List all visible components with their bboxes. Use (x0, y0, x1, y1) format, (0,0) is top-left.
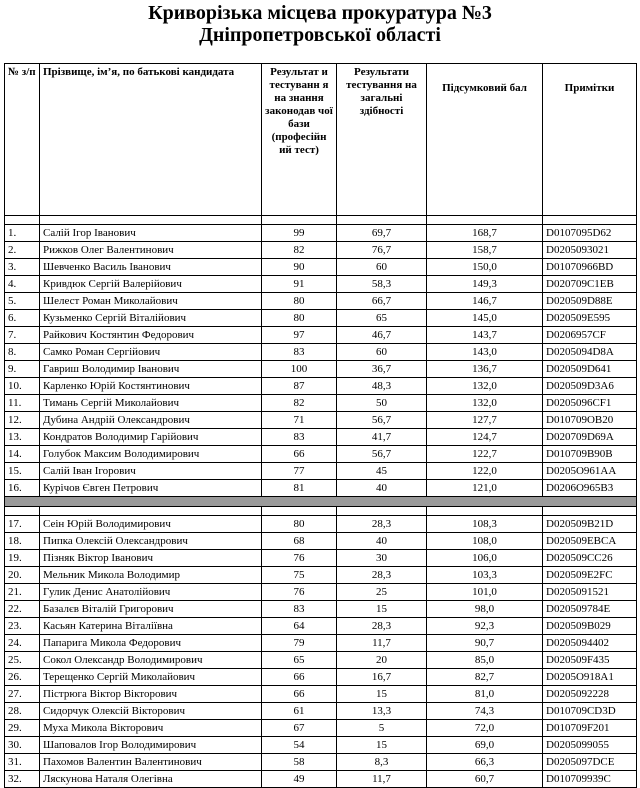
candidate-name: Карленко Юрій Костянтинович (40, 378, 262, 395)
note-code: D010709B90B (543, 446, 637, 463)
law-test-score: 79 (262, 635, 337, 652)
table-row (5, 327, 637, 344)
table-row (5, 601, 637, 618)
candidate-name: Ляскунова Наталя Олегівна (40, 771, 262, 788)
law-test-score: 83 (262, 601, 337, 618)
general-test-score: 8,3 (337, 754, 427, 771)
results-table (4, 63, 637, 788)
law-test-score: 58 (262, 754, 337, 771)
law-test-score: 54 (262, 737, 337, 754)
general-test-score: 36,7 (337, 361, 427, 378)
general-test-score: 76,7 (337, 242, 427, 259)
note-code: D020509E595 (543, 310, 637, 327)
total-score: 92,3 (427, 618, 543, 635)
general-test-score: 28,3 (337, 516, 427, 533)
law-test-score: 64 (262, 618, 337, 635)
note-code: D0205093021 (543, 242, 637, 259)
row-number: 17. (5, 516, 40, 533)
row-number: 31. (5, 754, 40, 771)
general-test-score: 45 (337, 463, 427, 480)
law-test-score: 80 (262, 310, 337, 327)
note-code: D020709C1EB (543, 276, 637, 293)
note-code: D0205094402 (543, 635, 637, 652)
candidate-name: Сеін Юрій Володимирович (40, 516, 262, 533)
candidate-name: Муха Микола Вікторович (40, 720, 262, 737)
general-test-score: 60 (337, 344, 427, 361)
general-test-score: 48,3 (337, 378, 427, 395)
row-number: 27. (5, 686, 40, 703)
candidate-name: Кондратов Володимир Гарійович (40, 429, 262, 446)
law-test-score: 61 (262, 703, 337, 720)
general-test-score: 50 (337, 395, 427, 412)
note-code: D020509EBCA (543, 533, 637, 550)
law-test-score: 83 (262, 344, 337, 361)
table-row (5, 361, 637, 378)
general-test-score: 15 (337, 686, 427, 703)
row-number: 30. (5, 737, 40, 754)
candidate-name: Папарига Микола Федорович (40, 635, 262, 652)
total-score: 90,7 (427, 635, 543, 652)
note-code: D0205092228 (543, 686, 637, 703)
note-code: D020509D3A6 (543, 378, 637, 395)
table-row (5, 395, 637, 412)
candidate-name: Гулик Денис Анатолійович (40, 584, 262, 601)
row-number: 5. (5, 293, 40, 310)
note-code: D010709CD3D (543, 703, 637, 720)
row-number: 18. (5, 533, 40, 550)
total-score: 124,7 (427, 429, 543, 446)
row-number: 10. (5, 378, 40, 395)
general-test-score: 16,7 (337, 669, 427, 686)
table-row (5, 516, 637, 533)
law-test-score: 90 (262, 259, 337, 276)
row-number: 21. (5, 584, 40, 601)
table-row (5, 550, 637, 567)
table-row (5, 771, 637, 788)
candidate-name: Кузьменко Сергій Віталійович (40, 310, 262, 327)
law-test-score: 76 (262, 584, 337, 601)
separator (5, 497, 637, 516)
table-row (5, 293, 637, 310)
candidate-name: Самко Роман Сергійович (40, 344, 262, 361)
law-test-score: 80 (262, 293, 337, 310)
general-test-score: 13,3 (337, 703, 427, 720)
total-score: 121,0 (427, 480, 543, 497)
general-test-score: 15 (337, 601, 427, 618)
note-code: D020509D88E (543, 293, 637, 310)
general-test-score: 65 (337, 310, 427, 327)
candidate-name: Гавриш Володимир Іванович (40, 361, 262, 378)
row-number: 26. (5, 669, 40, 686)
law-test-score: 49 (262, 771, 337, 788)
total-score: 158,7 (427, 242, 543, 259)
row-number: 3. (5, 259, 40, 276)
table-row (5, 378, 637, 395)
total-score: 106,0 (427, 550, 543, 567)
row-number: 9. (5, 361, 40, 378)
row-number: 23. (5, 618, 40, 635)
total-score: 85,0 (427, 652, 543, 669)
table-row (5, 412, 637, 429)
general-test-score: 40 (337, 480, 427, 497)
col-header-law: Результат и тестуванн я на знання законодав чої бази (професійн ий тест) (262, 64, 337, 216)
row-number: 24. (5, 635, 40, 652)
table-row (5, 344, 637, 361)
note-code: D020509CC26 (543, 550, 637, 567)
candidate-name: Терещенко Сергій Миколайович (40, 669, 262, 686)
note-code: D01070966BD (543, 259, 637, 276)
candidate-name: Салій Іван Ігорович (40, 463, 262, 480)
candidate-name: Сидорчук Олексій Вікторович (40, 703, 262, 720)
row-number: 13. (5, 429, 40, 446)
candidate-name: Салій Ігор Іванович (40, 225, 262, 242)
table-row (5, 463, 637, 480)
total-score: 108,0 (427, 533, 543, 550)
general-test-score: 28,3 (337, 618, 427, 635)
note-code: D010709F201 (543, 720, 637, 737)
table-row (5, 618, 637, 635)
header-row (5, 64, 637, 216)
general-test-score: 46,7 (337, 327, 427, 344)
row-number: 32. (5, 771, 40, 788)
title-line-1: Криворізька місцева прокуратура №3 (148, 2, 492, 24)
row-number: 29. (5, 720, 40, 737)
note-code: D020509E2FC (543, 567, 637, 584)
row-number: 8. (5, 344, 40, 361)
total-score: 66,3 (427, 754, 543, 771)
table-row (5, 310, 637, 327)
law-test-score: 77 (262, 463, 337, 480)
note-code: D0205O961AA (543, 463, 637, 480)
total-score: 122,7 (427, 446, 543, 463)
note-code: D020509D641 (543, 361, 637, 378)
row-number: 2. (5, 242, 40, 259)
candidate-name: Касьян Катерина Віталіївна (40, 618, 262, 635)
candidate-name: Базалєв Віталій Григорович (40, 601, 262, 618)
law-test-score: 67 (262, 720, 337, 737)
title-line-2: Дніпропетровської області (199, 24, 441, 46)
total-score: 82,7 (427, 669, 543, 686)
candidate-name: Шаповалов Ігор Володимирович (40, 737, 262, 754)
total-score: 143,0 (427, 344, 543, 361)
table-row (5, 242, 637, 259)
general-test-score: 41,7 (337, 429, 427, 446)
general-test-score: 20 (337, 652, 427, 669)
note-code: D0205097DCE (543, 754, 637, 771)
separator-gap-row (5, 507, 637, 516)
candidate-name: Тимань Сергій Миколайович (40, 395, 262, 412)
total-score: 168,7 (427, 225, 543, 242)
law-test-score: 81 (262, 480, 337, 497)
col-header-notes: Примітки (543, 64, 637, 216)
candidate-name: Пістрюга Віктор Вікторович (40, 686, 262, 703)
row-number: 22. (5, 601, 40, 618)
row-number: 6. (5, 310, 40, 327)
candidate-name: Мельник Микола Володимир (40, 567, 262, 584)
candidate-name: Шевченко Василь Іванович (40, 259, 262, 276)
law-test-score: 65 (262, 652, 337, 669)
general-test-score: 40 (337, 533, 427, 550)
col-header-num: № з/п (5, 64, 40, 216)
row-number: 1. (5, 225, 40, 242)
row-number: 14. (5, 446, 40, 463)
total-score: 150,0 (427, 259, 543, 276)
total-score: 149,3 (427, 276, 543, 293)
row-number: 19. (5, 550, 40, 567)
row-number: 28. (5, 703, 40, 720)
table-row (5, 754, 637, 771)
law-test-score: 100 (262, 361, 337, 378)
note-code: D020709D69A (543, 429, 637, 446)
note-code: D010709939C (543, 771, 637, 788)
table-row (5, 259, 637, 276)
total-score: 108,3 (427, 516, 543, 533)
note-code: D0205091521 (543, 584, 637, 601)
general-test-score: 28,3 (337, 567, 427, 584)
law-test-score: 91 (262, 276, 337, 293)
table-row (5, 533, 637, 550)
row-number: 25. (5, 652, 40, 669)
table-row (5, 584, 637, 601)
col-header-name: Прізвище, ім’я, по батькові кандидата (40, 64, 262, 216)
general-test-score: 69,7 (337, 225, 427, 242)
total-score: 122,0 (427, 463, 543, 480)
law-test-score: 68 (262, 533, 337, 550)
note-code: D020509F435 (543, 652, 637, 669)
law-test-score: 83 (262, 429, 337, 446)
total-score: 136,7 (427, 361, 543, 378)
table-row (5, 635, 637, 652)
note-code: D010709OB20 (543, 412, 637, 429)
note-code: D0205094D8A (543, 344, 637, 361)
general-test-score: 60 (337, 259, 427, 276)
candidate-name: Пипка Олексій Олександрович (40, 533, 262, 550)
candidate-name: Сокол Олександр Володимирович (40, 652, 262, 669)
row-number: 7. (5, 327, 40, 344)
note-code: D0206957CF (543, 327, 637, 344)
total-score: 60,7 (427, 771, 543, 788)
law-test-score: 82 (262, 242, 337, 259)
general-test-score: 11,7 (337, 771, 427, 788)
candidate-name: Пізняк Віктор Іванович (40, 550, 262, 567)
total-score: 132,0 (427, 395, 543, 412)
note-code: D0205096CF1 (543, 395, 637, 412)
total-score: 145,0 (427, 310, 543, 327)
law-test-score: 75 (262, 567, 337, 584)
general-test-score: 66,7 (337, 293, 427, 310)
general-test-score: 15 (337, 737, 427, 754)
page-title (0, 2, 640, 46)
total-score: 101,0 (427, 584, 543, 601)
table-row (5, 703, 637, 720)
row-number: 20. (5, 567, 40, 584)
group1-rows (5, 225, 637, 497)
candidate-name: Курічов Євген Петрович (40, 480, 262, 497)
table-row (5, 686, 637, 703)
col-header-total: Підсумковий бал (427, 64, 543, 216)
law-test-score: 99 (262, 225, 337, 242)
table-row (5, 669, 637, 686)
table-row (5, 737, 637, 754)
candidate-name: Пахомов Валентин Валентинович (40, 754, 262, 771)
table-row (5, 567, 637, 584)
total-score: 132,0 (427, 378, 543, 395)
note-code: D020509784E (543, 601, 637, 618)
candidate-name: Райкович Костянтин Федорович (40, 327, 262, 344)
table-row (5, 652, 637, 669)
table-row (5, 429, 637, 446)
total-score: 69,0 (427, 737, 543, 754)
row-number: 4. (5, 276, 40, 293)
general-test-score: 25 (337, 584, 427, 601)
row-number: 11. (5, 395, 40, 412)
candidate-name: Дубина Андрій Олександрович (40, 412, 262, 429)
table-row (5, 720, 637, 737)
law-test-score: 97 (262, 327, 337, 344)
total-score: 127,7 (427, 412, 543, 429)
general-test-score: 11,7 (337, 635, 427, 652)
note-code: D0206O965B3 (543, 480, 637, 497)
law-test-score: 87 (262, 378, 337, 395)
law-test-score: 66 (262, 686, 337, 703)
candidate-name: Кривдюк Сергій Валерійович (40, 276, 262, 293)
total-score: 72,0 (427, 720, 543, 737)
group2-rows (5, 516, 637, 788)
general-test-score: 56,7 (337, 446, 427, 463)
table-row (5, 446, 637, 463)
row-number: 16. (5, 480, 40, 497)
note-code: D020509B029 (543, 618, 637, 635)
candidate-name: Шелест Роман Миколайович (40, 293, 262, 310)
law-test-score: 66 (262, 669, 337, 686)
law-test-score: 76 (262, 550, 337, 567)
total-score: 103,3 (427, 567, 543, 584)
total-score: 81,0 (427, 686, 543, 703)
law-test-score: 71 (262, 412, 337, 429)
row-number: 12. (5, 412, 40, 429)
separator-row (5, 497, 637, 507)
law-test-score: 82 (262, 395, 337, 412)
total-score: 74,3 (427, 703, 543, 720)
total-score: 146,7 (427, 293, 543, 310)
note-code: D020509B21D (543, 516, 637, 533)
col-header-general: Результати тестування на загальні здібності (337, 64, 427, 216)
note-code: D0205O918A1 (543, 669, 637, 686)
law-test-score: 66 (262, 446, 337, 463)
header-gap-row (5, 216, 637, 225)
table-row (5, 480, 637, 497)
total-score: 143,7 (427, 327, 543, 344)
table-row (5, 225, 637, 242)
candidate-name: Рижков Олег Валентинович (40, 242, 262, 259)
note-code: D0107095D62 (543, 225, 637, 242)
note-code: D0205099055 (543, 737, 637, 754)
table-row (5, 276, 637, 293)
row-number: 15. (5, 463, 40, 480)
candidate-name: Голубок Максим Володимирович (40, 446, 262, 463)
general-test-score: 30 (337, 550, 427, 567)
law-test-score: 80 (262, 516, 337, 533)
general-test-score: 56,7 (337, 412, 427, 429)
general-test-score: 58,3 (337, 276, 427, 293)
total-score: 98,0 (427, 601, 543, 618)
general-test-score: 5 (337, 720, 427, 737)
